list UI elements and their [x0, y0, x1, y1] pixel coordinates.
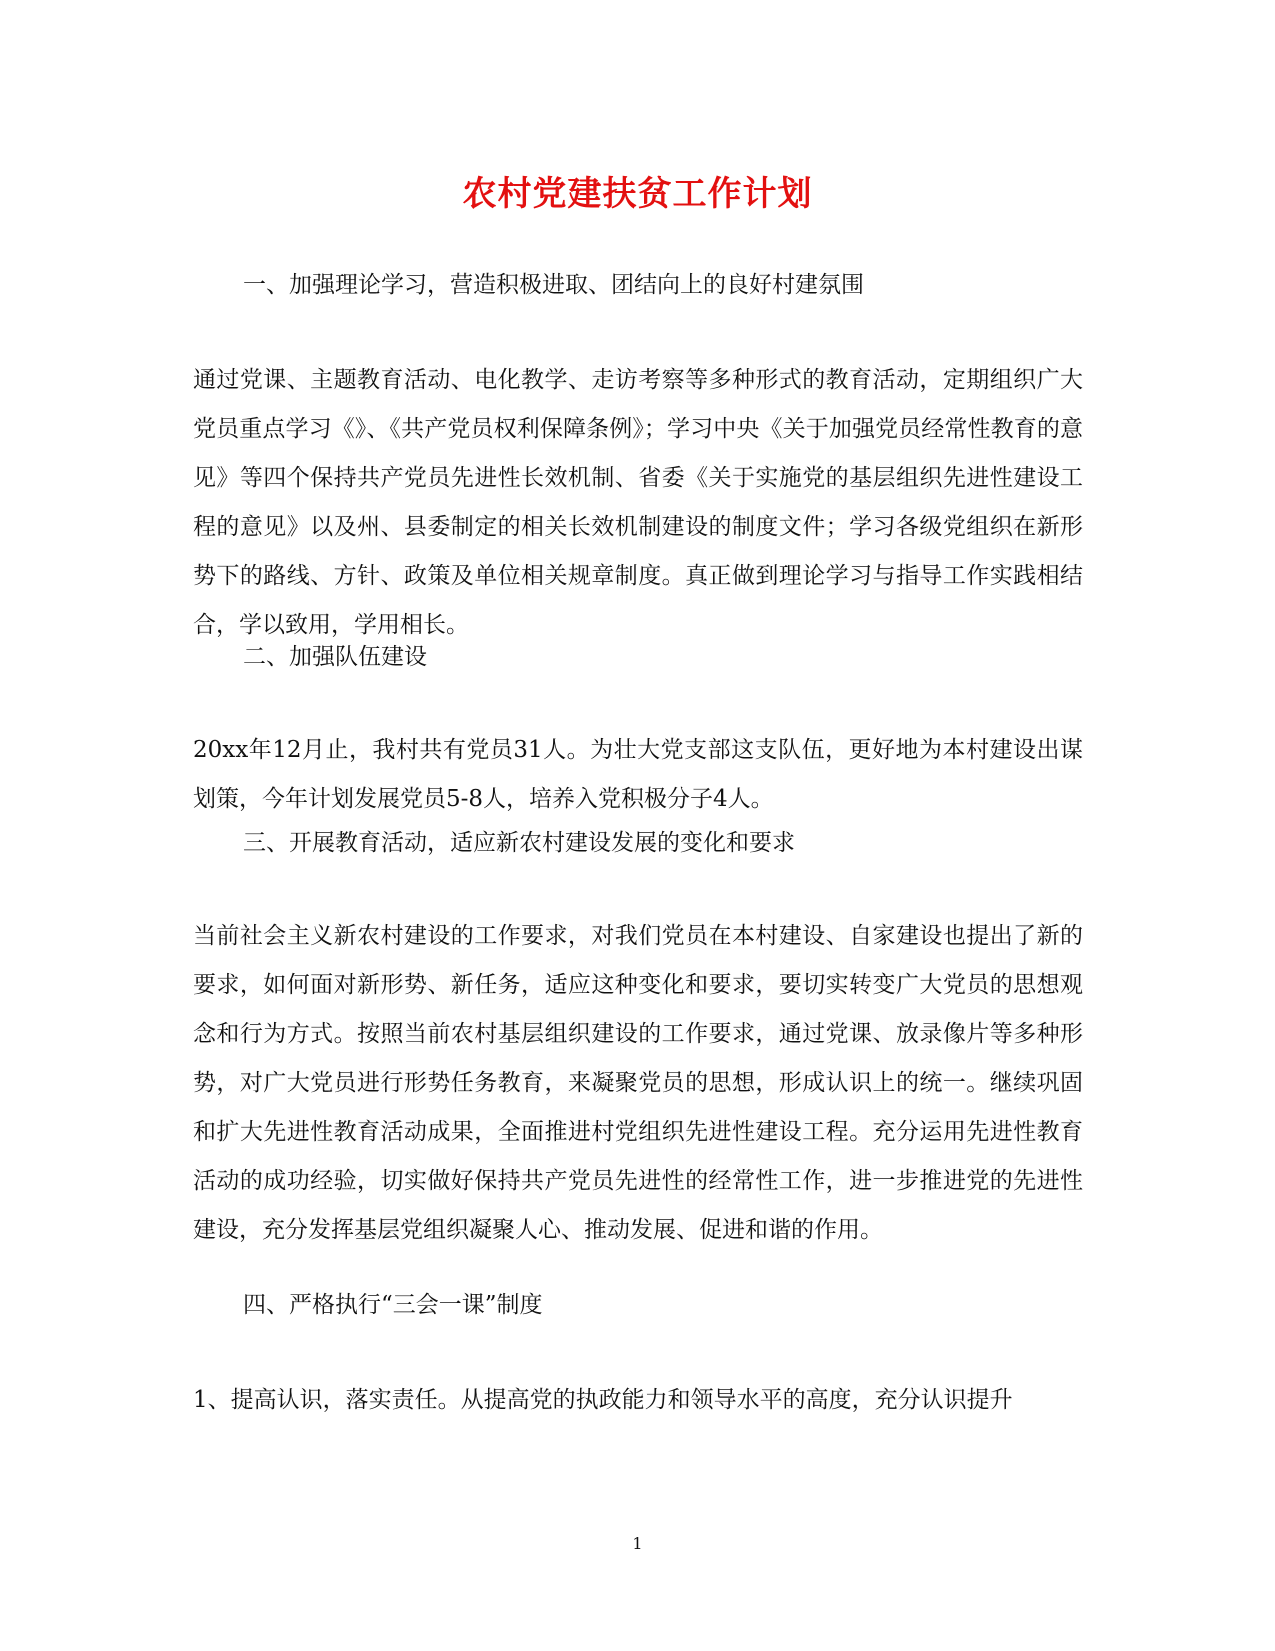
section-heading-1: 一、加强理论学习，营造积极进取、团结向上的良好村建氛围	[243, 272, 864, 298]
section-heading-3: 三、开展教育活动，适应新农村建设发展的变化和要求	[243, 830, 795, 856]
section-paragraph-4: 1、提高认识，落实责任。从提高党的执政能力和领导水平的高度，充分认识提升	[193, 1387, 1013, 1413]
section-paragraph-1: 通过党课、主题教育活动、电化教学、走访考察等多种形式的教育活动，定期组织广大党员重点学习《》、《共产党员权利保障条例》；学习中央《关于加强党员经常性教育的意见》等四个保持共产党员先进性长效机制、省委《关于实施党的基层组织先进性建设工程的意见》以及州、县委制定的相关长效机制建设的制度文件；学习各级党组织在新形势下的路线、方针、政策及单位相关规章制度。真正做到理论学习与指导工作实践相结合，学以致用，学用相长。	[193, 367, 1083, 638]
document-title: 农村党建扶贫工作计划	[462, 174, 813, 214]
section-heading-2: 二、加强队伍建设	[243, 644, 427, 670]
page-number: 1	[632, 1534, 643, 1553]
section-heading-4: 四、严格执行“三会一课”制度	[243, 1292, 543, 1318]
section-paragraph-2: 20xx年12月止，我村共有党员31人。为壮大党支部这支队伍，更好地为本村建设出谋划策，今年计划发展党员5-8人，培养入党积极分子4人。	[193, 737, 1083, 812]
section-paragraph-3: 当前社会主义新农村建设的工作要求，对我们党员在本村建设、自家建设也提出了新的要求，如何面对新形势、新任务，适应这种变化和要求，要切实转变广大党员的思想观念和行为方式。按照当前农村基层组织建设的工作要求，通过党课、放录像片等多种形势，对广大党员进行形势任务教育，来凝聚党员的思想，形成认识上的统一。继续巩固和扩大先进性教育活动成果，全面推进村党组织先进性建设工程。充分运用先进性教育活动的成功经验，切实做好保持共产党员先进性的经常性工作，进一步推进党的先进性建设，充分发挥基层党组织凝聚人心、推动发展、促进和谐的作用。	[193, 923, 1083, 1243]
